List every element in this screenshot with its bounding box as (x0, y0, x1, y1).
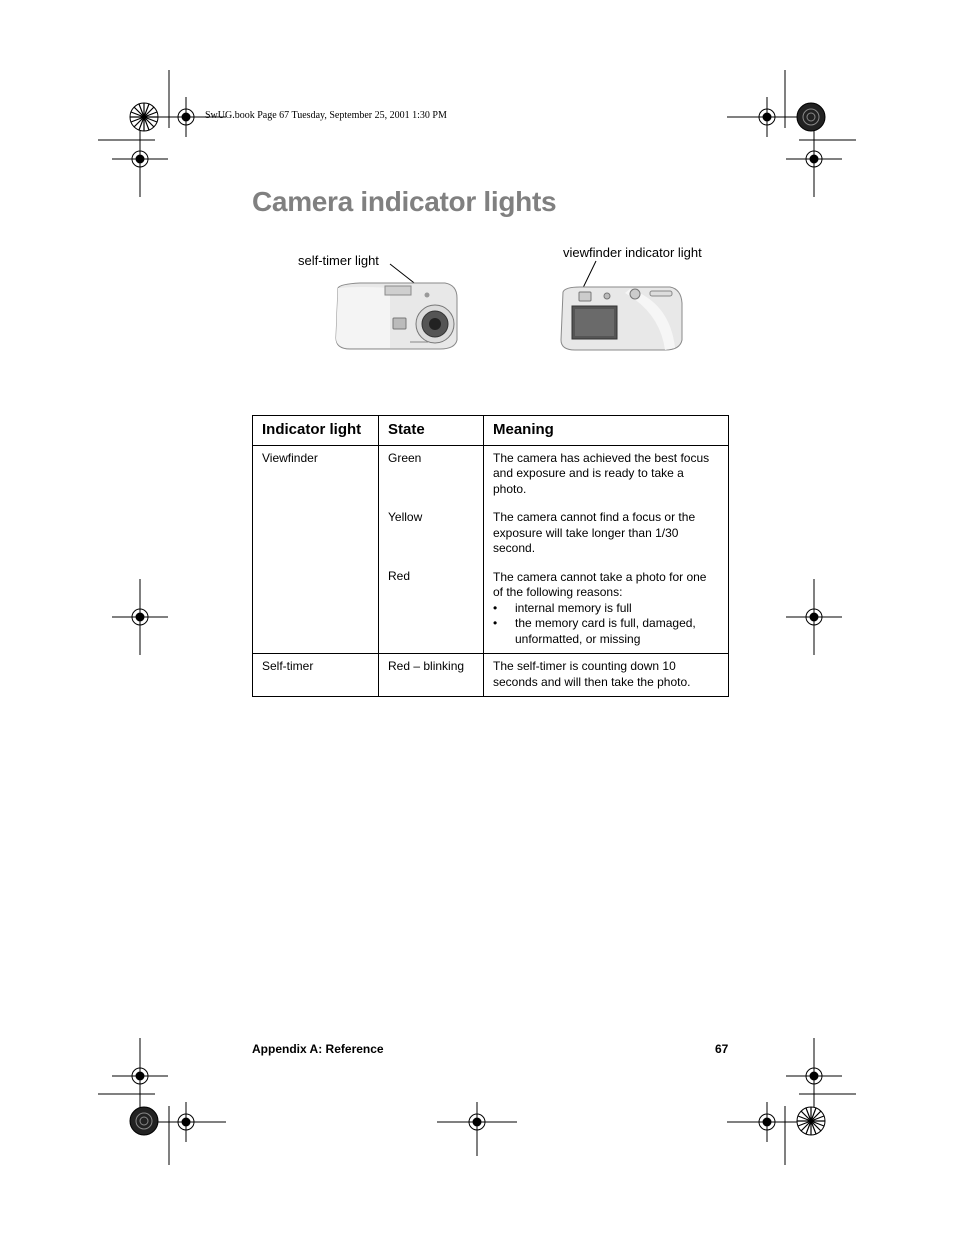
table-row-viewfinder (253, 445, 729, 654)
meaning-cell: The self-timer is counting down 10 seconds and will then take the photo. (484, 654, 729, 697)
self-timer-light (425, 293, 430, 298)
state-yellow: Yellow (388, 509, 423, 524)
meaning-green: The camera has achieved the best focus and exposure and is ready to take a photo. (493, 450, 710, 496)
state-red: Red (388, 568, 411, 583)
state-cell (379, 445, 484, 654)
camera-front-illustration (330, 258, 465, 354)
red-reasons-list (493, 601, 719, 648)
self-timer-callout: self-timer light (298, 253, 379, 268)
page-title: Camera indicator lights (252, 186, 557, 217)
footer-page-number: 67 (715, 1042, 729, 1056)
footer-section: Appendix A: Reference (252, 1042, 384, 1056)
meaning-red-intro: The camera cannot take a photo for one of the following reasons: (493, 569, 707, 599)
viewfinder-callout: viewfinder indicator light (563, 245, 702, 260)
header-state: State (379, 416, 484, 446)
header-indicator-light: Indicator light (253, 416, 379, 446)
book-info-header: SwUG.book Page 67 Tuesday, September 25, 2001 1:30 PM (205, 110, 447, 121)
meaning-cell (484, 445, 729, 654)
camera-back-illustration (555, 258, 690, 354)
indicator-cell: Viewfinder (253, 445, 379, 654)
table-row-self-timer (253, 654, 729, 697)
header-meaning: Meaning (484, 416, 729, 446)
viewfinder-indicator (579, 292, 591, 301)
indicator-lights-table (252, 415, 729, 697)
meaning-yellow: The camera cannot find a focus or the exposure will take longer than 1/30 second. (493, 510, 696, 555)
list-item: • internal memory is full (493, 601, 719, 617)
table-header-row (253, 416, 729, 446)
state-green: Green (388, 450, 422, 465)
meaning-red (493, 570, 719, 648)
indicator-cell: Self-timer (253, 654, 379, 697)
state-cell: Red – blinking (379, 654, 484, 697)
list-item: • the memory card is full, damaged, unformatted, or missing (493, 616, 719, 647)
